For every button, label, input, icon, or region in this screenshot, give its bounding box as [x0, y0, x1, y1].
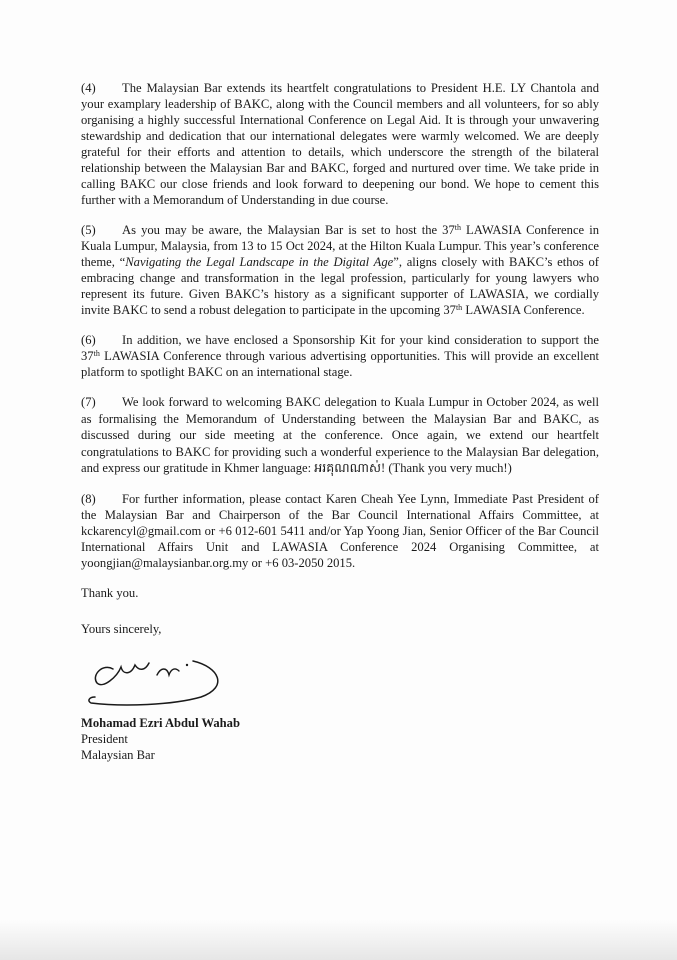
closing-line: Yours sincerely,	[81, 621, 162, 636]
paragraph-text-c: ”, aligns closely with BAKC’s ethos of embracing change and transformation in the legal profession, particularly for young lawyers who represent its future. Given BAKC’s history as a significant supporter of LAWASIA, we cordially invite BAKC to send a robust delegation to participate in the upcoming 37	[81, 255, 599, 317]
paragraph-text-b: LAWASIA Conference in Kuala Lumpur, Malaysia, from 13 to 15 Oct 2024, at the Hilton Kuala Lumpur. This year’s conference theme, “	[81, 223, 599, 269]
signature-icon	[83, 653, 233, 715]
paragraph-number: (7)	[81, 395, 96, 409]
superscript-th: th	[454, 223, 461, 232]
superscript-th: th	[93, 349, 100, 358]
signatory-organisation: Malaysian Bar	[81, 747, 155, 762]
signature	[81, 653, 599, 715]
paragraph-number: (6)	[81, 333, 96, 347]
paragraph-text-a: As you may be aware, the Malaysian Bar is set to host the 37	[122, 223, 455, 237]
signatory-name: Mohamad Ezri Abdul Wahab	[81, 715, 240, 730]
thank-you-line: Thank you.	[81, 585, 139, 600]
paragraph-text-d: LAWASIA Conference.	[462, 303, 585, 317]
conference-theme: Navigating the Legal Landscape in the Digital Age	[125, 255, 394, 269]
paragraph-text-b: LAWASIA Conference through various advertising opportunities. This will provide an excellent platform to spotlight BAKC on an international stage.	[81, 349, 599, 379]
signatory-title: President	[81, 731, 128, 746]
paragraph-text-a: In addition, we have enclosed a Sponsorship Kit for your kind consideration to support the 37	[81, 333, 599, 363]
paragraph-7	[81, 394, 599, 477]
paragraph-5	[81, 222, 599, 318]
paragraph-text: For further information, please contact Karen Cheah Yee Lynn, Immediate Past President of the Malaysian Bar and Chairperson of the Bar Council International Affairs Committee, at kckarencyl@gmail.com or +6 012-601 5411 and/or Yap Yoong Jian, Senior Officer of the Bar Council International Affairs Unit and LAWASIA Conference 2024 Organising Committee, at yoongjian@malaysianbar.org.my or +6 03-2050 2015.	[81, 491, 599, 570]
paragraph-number: (5)	[81, 223, 96, 237]
superscript-th: th	[455, 303, 463, 312]
paragraph-6	[81, 332, 599, 380]
paragraph-number: (8)	[81, 491, 96, 506]
paragraph-text: The Malaysian Bar extends its heartfelt congratulations to President H.E. LY Chantola and your examplary leadership of BAKC, along with the Council members and all volunteers, for so ably organising a highly successful International Conference on Legal Aid. It is through your unwavering stewardship and dedication that our international delegates were warmly welcomed. We are deeply grateful for their efforts and attention to details, which underscore the strength of the bilateral relationship between the Malaysian Bar and BAKC, forged and nurtured over time. We take pride in calling BAKC our close friends and look forward to deepening our bond. We hope to cement this further with a Memorandum of Understanding in due course.	[81, 81, 599, 207]
paragraph-4	[81, 80, 599, 208]
letter-body	[81, 80, 599, 763]
paragraph-text: We look forward to welcoming BAKC delegation to Kuala Lumpur in October 2024, as well as formalising the Memorandum of Understanding between the Malaysian Bar and BAKC, as discussed during our side meeting at the conference. Once again, we extend our heartfelt congratulations to BAKC for providing such a wonderful experience to the Malaysian Bar delegation, and express our gratitude in Khmer language: អរគុណណាស់! (Thank you very much!)	[81, 395, 599, 475]
page-bottom-shadow	[0, 920, 677, 960]
paragraph-number: (4)	[81, 81, 96, 95]
paragraph-8	[81, 491, 599, 571]
